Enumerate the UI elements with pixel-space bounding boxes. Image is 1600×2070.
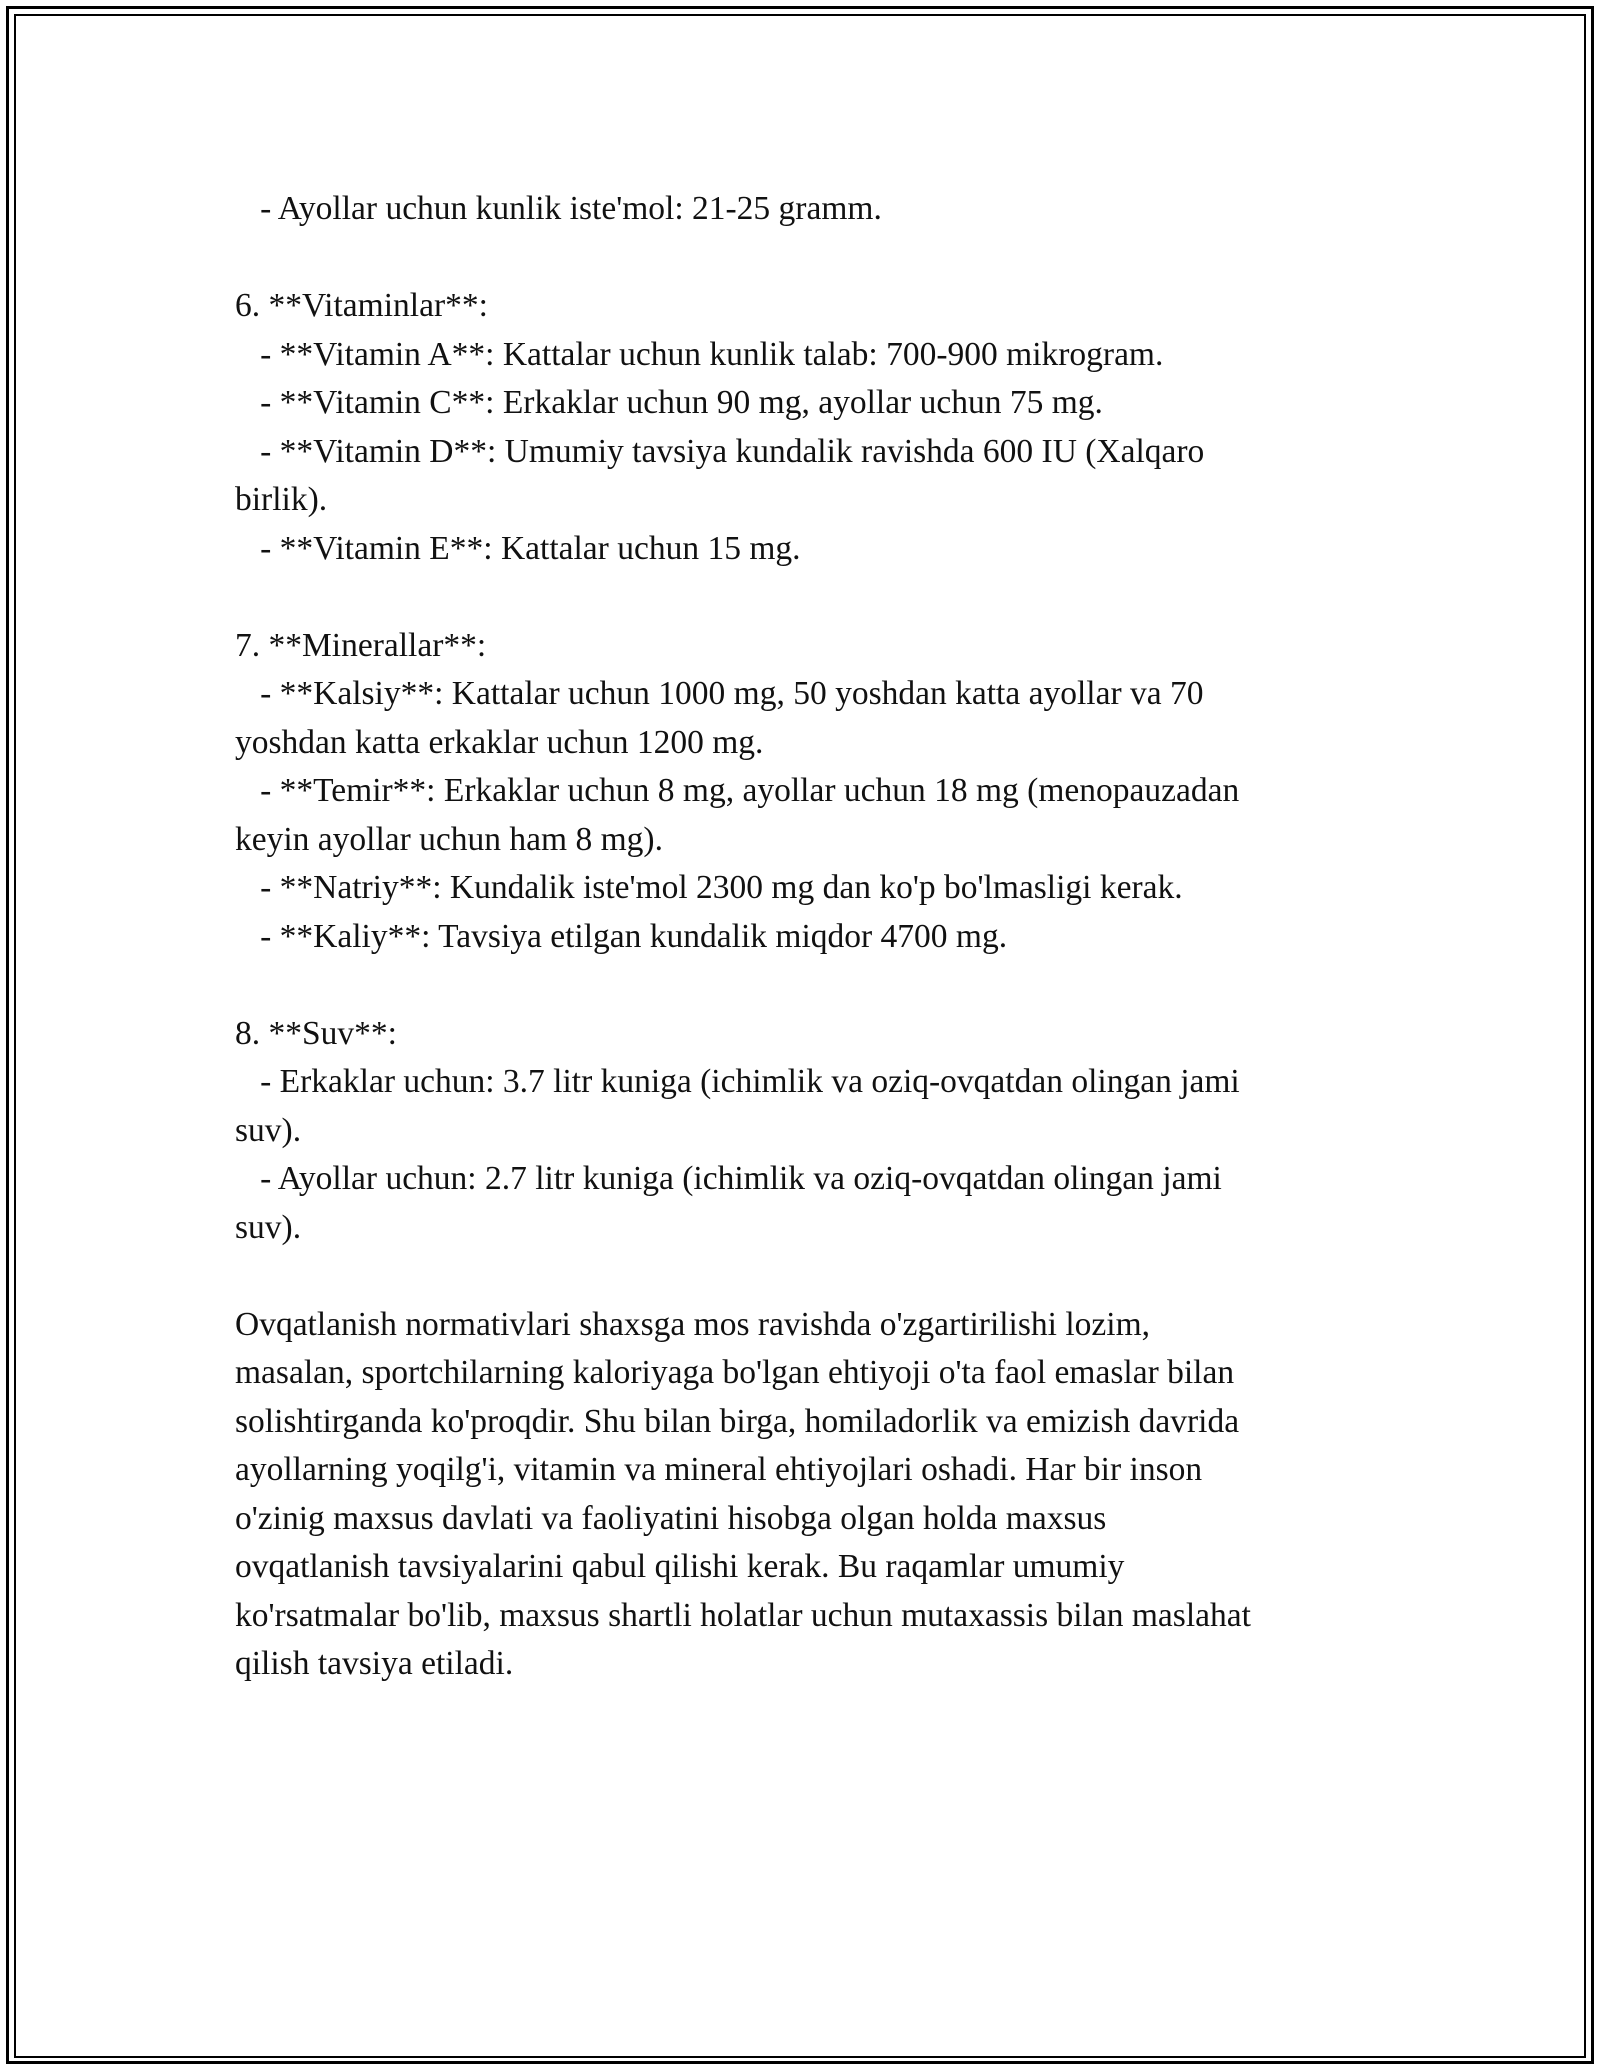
vitamin-a-line: - **Vitamin A**: Kattalar uchun kunlik talab: 700-900 mikrogram. [235, 335, 1164, 373]
paragraph-line: o'zinig maxsus davlati va faoliyatini hisobga olgan holda maxsus [235, 1499, 1107, 1537]
water-men-line: - Erkaklar uchun: 3.7 litr kuniga (ichimlik va oziq-ovqatdan olingan jami [235, 1063, 1240, 1100]
document-body [235, 185, 1365, 1689]
spacer [235, 1252, 1365, 1301]
vitamins-section [235, 282, 1365, 573]
vitamin-d-line-cont: birlik). [235, 481, 328, 518]
vitamins-heading: 6. **Vitaminlar**: [235, 287, 488, 324]
minerals-section [235, 622, 1365, 962]
spacer [235, 234, 1365, 283]
closing-paragraph [235, 1301, 1365, 1689]
water-section [235, 1010, 1365, 1253]
sodium-line: - **Natriy**: Kundalik iste'mol 2300 mg dan ko'p bo'lmasligi kerak. [235, 869, 1183, 906]
paragraph-line: ovqatlanish tavsiyalarini qabul qilishi kerak. Bu raqamlar umumiy [235, 1548, 1125, 1585]
paragraph-line: solishtirganda ko'proqdir. Shu bilan birga, homiladorlik va emizish davrida [235, 1402, 1240, 1440]
vitamin-d-line: - **Vitamin D**: Umumiy tavsiya kundalik ravishda 600 IU (Xalqaro [235, 432, 1205, 470]
spacer [235, 961, 1365, 1010]
paragraph-line: ko'rsatmalar bo'lib, maxsus shartli holatlar uchun mutaxassis bilan maslahat [235, 1596, 1251, 1634]
iron-line-cont: keyin ayollar uchun ham 8 mg). [235, 820, 663, 858]
water-women-line: - Ayollar uchun: 2.7 litr kuniga (ichimlik va oziq-ovqatdan olingan jami [235, 1160, 1222, 1197]
water-women-line-cont: suv). [235, 1208, 302, 1246]
calcium-line: - **Kalsiy**: Kattalar uchun 1000 mg, 50 yoshdan katta ayollar va 70 [235, 675, 1204, 712]
paragraph-line: qilish tavsiya etiladi. [235, 1645, 514, 1682]
iron-line: - **Temir**: Erkaklar uchun 8 mg, ayollar uchun 18 mg (menopauzadan [235, 772, 1240, 809]
potassium-line: - **Kaliy**: Tavsiya etilgan kundalik miqdor 4700 mg. [235, 917, 1008, 955]
fiber-women-line: - Ayollar uchun kunlik iste'mol: 21-25 gramm. [235, 190, 882, 227]
paragraph-line: ayollarning yoqilg'i, vitamin va mineral ehtiyojlari oshadi. Har bir inson [235, 1451, 1203, 1488]
paragraph-line: Ovqatlanish normativlari shaxsga mos ravishda o'zgartirilishi lozim, [235, 1305, 1151, 1343]
minerals-heading: 7. **Minerallar**: [235, 626, 487, 664]
spacer [235, 573, 1365, 622]
paragraph-line: masalan, sportchilarning kaloriyaga bo'lgan ehtiyoji o'ta faol emaslar bilan [235, 1354, 1235, 1391]
water-heading: 8. **Suv**: [235, 1014, 397, 1052]
vitamin-c-line: - **Vitamin C**: Erkaklar uchun 90 mg, ayollar uchun 75 mg. [235, 384, 1103, 421]
water-men-line-cont: suv). [235, 1111, 302, 1149]
calcium-line-cont: yoshdan katta erkaklar uchun 1200 mg. [235, 723, 764, 761]
vitamin-e-line: - **Vitamin E**: Kattalar uchun 15 mg. [235, 529, 801, 567]
